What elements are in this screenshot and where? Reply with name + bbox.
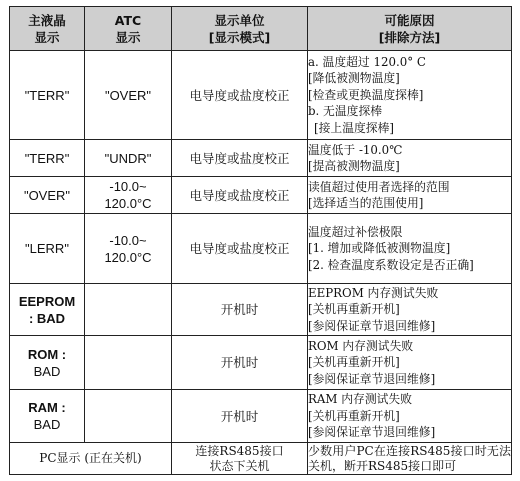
main-display-cell: "TERR" — [10, 140, 85, 177]
atc-range-line: -10.0~ — [109, 179, 147, 194]
cause-line: a. 温度超过 120.0° C — [308, 54, 426, 69]
main-display-line: BAD — [33, 417, 61, 432]
solution-line: [选择适当的范围使用] — [308, 196, 424, 210]
display-mode-cell: 电导度或盐度校正 — [172, 140, 308, 177]
display-mode-cell: 电导度或盐度校正 — [172, 51, 308, 140]
table-row — [10, 443, 512, 475]
main-display-cell — [10, 336, 85, 390]
display-mode-cell: 开机时 — [172, 336, 308, 390]
header-main-display-line1: 主液晶 — [28, 12, 66, 28]
solution-line: [关机再重新开机] — [308, 408, 400, 423]
header-cause-line1: 可能原因 — [384, 12, 435, 28]
atc-display-cell — [85, 214, 172, 284]
main-display-cell: "TERR" — [10, 51, 85, 140]
main-display-cell: "OVER" — [10, 177, 85, 214]
header-main-display-line2: 显示 — [34, 29, 60, 45]
solution-line: [1. 增加或降低被测物温度] — [308, 241, 451, 256]
main-display-line: BAD — [33, 363, 61, 379]
table-row — [10, 177, 512, 214]
main-display-cell — [10, 284, 85, 336]
solution-line: [关机再重新开机] — [308, 355, 400, 370]
main-display-line: EEPROM — [18, 293, 76, 309]
cause-line: 温度低于 -10.0℃ — [308, 142, 403, 157]
table-row — [10, 390, 512, 443]
header-main-display — [10, 7, 85, 51]
solution-line: [参阅保证章节退回维修] — [308, 371, 436, 386]
atc-display-cell — [85, 284, 172, 336]
cause-cell — [308, 51, 512, 140]
cause-cell — [308, 443, 512, 475]
main-display-line: RAM : — [28, 400, 66, 415]
main-display-cell: PC显示 (正在关机) — [10, 443, 172, 475]
cause-cell — [308, 214, 512, 284]
display-mode-cell — [172, 443, 308, 475]
solution-line: [参阅保证章节退回维修] — [308, 425, 436, 440]
header-cause-line2: [排除方法] — [378, 29, 441, 45]
display-mode-cell: 电导度或盐度校正 — [172, 177, 308, 214]
atc-display-cell — [85, 336, 172, 390]
solution-line: [关机再重新开机] — [308, 302, 400, 317]
atc-display-cell — [85, 177, 172, 214]
solution-line: [2. 检查温度系数设定是否正确] — [308, 257, 474, 272]
main-display-line: : BAD — [28, 310, 66, 326]
cause-line: EEPROM 内存测试失败 — [308, 285, 439, 300]
header-cause-solution — [308, 7, 512, 51]
header-atc-line1: ATC — [114, 12, 142, 28]
header-unit-line2: [显示模式] — [208, 29, 271, 45]
cause-cell — [308, 390, 512, 443]
cause-line: 读值超过使用者选择的范围 — [308, 179, 450, 194]
main-display-cell — [10, 390, 85, 443]
cause-cell — [308, 140, 512, 177]
error-table — [9, 6, 512, 475]
solution-line: [检查或更换温度探棒] — [308, 87, 424, 102]
atc-range-line: 120.0°C — [104, 249, 152, 265]
header-atc-line2: 显示 — [115, 29, 141, 45]
table-row — [10, 51, 512, 140]
solution-line: [参阅保证章节退回维修] — [308, 318, 436, 333]
solution-line: [接上温度探棒] — [314, 120, 394, 135]
cause-line: RAM 内存测试失败 — [308, 392, 413, 407]
header-unit-mode — [172, 7, 308, 51]
display-mode-cell: 电导度或盐度校正 — [172, 214, 308, 284]
atc-display-cell: "OVER" — [85, 51, 172, 140]
header-row — [10, 7, 512, 51]
atc-range-line: -10.0~ — [109, 232, 147, 248]
atc-range-line: 120.0°C — [104, 196, 152, 211]
header-unit-line1: 显示单位 — [214, 12, 265, 28]
cause-line: 温度超过补偿极限 — [308, 224, 403, 239]
table-row — [10, 284, 512, 336]
atc-display-cell: "UNDR" — [85, 140, 172, 177]
cause-line: 少数用户PC在连接RS485接口时无法关机，断开RS485接口即可 — [308, 443, 511, 473]
display-mode-line: 状态下关机 — [209, 458, 270, 473]
display-mode-cell: 开机时 — [172, 390, 308, 443]
solution-line: [降低被测物温度] — [308, 71, 400, 86]
display-mode-line: 连接RS485接口 — [195, 443, 284, 458]
header-atc-display — [85, 7, 172, 51]
table-row — [10, 336, 512, 390]
main-display-line: ROM : — [27, 346, 67, 362]
table-row — [10, 214, 512, 284]
solution-line: [提高被测物温度] — [308, 159, 400, 173]
table-row — [10, 140, 512, 177]
display-mode-cell: 开机时 — [172, 284, 308, 336]
cause-line: b. 无温度探棒 — [308, 104, 383, 119]
cause-cell — [308, 177, 512, 214]
atc-display-cell — [85, 390, 172, 443]
cause-cell — [308, 336, 512, 390]
cause-line: ROM 内存测试失败 — [308, 338, 414, 353]
cause-cell — [308, 284, 512, 336]
main-display-cell: "LERR" — [10, 214, 85, 284]
